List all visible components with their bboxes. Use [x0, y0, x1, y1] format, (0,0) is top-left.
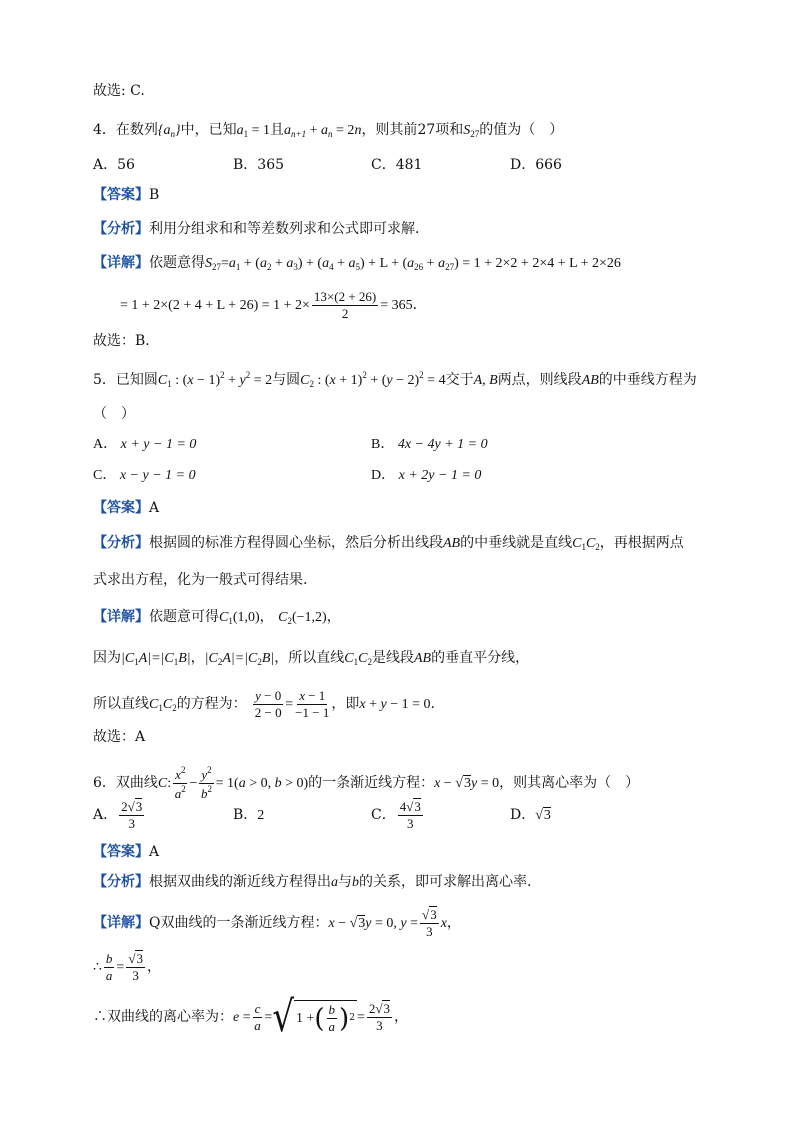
q5-so: 所以直线$C_1C_2$的方程为： $\frac{y - 0}{2 - 0}$ = $\frac{x - 1}{-1 - 1}$ ，即x + y − 1 = 0.: [93, 688, 435, 720]
q6-option-a-value: $\frac{2√3}{3}$: [121, 799, 143, 831]
q6-ecc-ca: $\frac{c}{a}$: [254, 1000, 261, 1033]
q4-detail-calc: = 1 + 2×(2 + 4 + L + 26) = 1 + 2× $\frac{13\times(2 + 26)}{2}$ = 365．: [120, 289, 427, 321]
q6-detail: 【详解】Q双曲线的一条渐近线方程：x − √3y = 0, y = $\frac{√3}{3}$ x，: [93, 907, 461, 939]
q3-conclusion: 故选: C.: [93, 83, 145, 99]
q5-conclusion: 故选：A: [93, 729, 146, 745]
q5-option-b: B． 4x − 4y + 1 = 0: [371, 437, 488, 452]
q5-stem-paren: （ ）: [93, 406, 135, 422]
q5-option-d: D． x + 2y − 1 = 0: [371, 468, 482, 483]
q4-answer: 【答案】B: [93, 187, 160, 203]
q6-slope-fraction: $\frac{√3}{3}$: [422, 907, 437, 939]
q6-option-b: B．2: [233, 807, 265, 823]
q4-conclusion: 故选：B．: [93, 333, 160, 349]
q6-answer: 【答案】A: [93, 844, 160, 860]
q5-analysis-line2: 式求出方程，化为一般式可得结果.: [93, 572, 308, 588]
q5-because: 因为$|C_1A|=|C_1B|$，$|C_2A|=|C_2B|$，所以直线$C_1C_2$是线段AB的垂直平分线，: [93, 650, 530, 667]
q5-stem: 5．已知圆$C_1$ : $(x - 1)^2 + y^2 = 2$与圆$C_2$ : $(x + 1)^2 + (y - 2)^2 = 4$交于A, B两点，则线段AB的中垂线方程为: [93, 370, 697, 389]
q6-ratio-left: $\frac{b}{a}$: [105, 951, 113, 983]
q4-option-a: A．56: [93, 157, 135, 173]
q4-option-b: B．365: [233, 157, 285, 173]
q5-answer: 【答案】A: [93, 500, 160, 516]
q6-frac-y: $\frac{y^2}{b^2}$: [200, 765, 212, 801]
q5-option-c: C． x − y − 1 = 0: [93, 468, 196, 483]
q4-detail: 【详解】依题意得$S_{27}=a_1 + (a_2 + a_3) + (a_4 + a_5) + L + (a_{26} + a_{27}) = 1 + 2\times 2 + 2\times 4 + L + 2\times 26$: [93, 255, 621, 272]
q6-option-d: D．√3: [510, 807, 551, 823]
q5-fraction-left: $\frac{y - 0}{2 - 0}$: [254, 688, 282, 720]
q5-detail: 【详解】依题意可得$C_1(1,0)$， $C_2(-1,2)$，: [93, 609, 341, 626]
q6-ratio-right: $\frac{√3}{3}$: [128, 951, 143, 983]
q6-frac-x: $\frac{x^2}{a^2}$: [174, 765, 186, 801]
q5-fraction-right: $\frac{x - 1}{-1 - 1}$: [295, 688, 330, 720]
q4-analysis: 【分析】利用分组求和和等差数列求和公式即可求解．: [93, 221, 429, 237]
q5-option-a: A． x + y − 1 = 0: [93, 437, 197, 452]
q4-stem: 4．在数列$\{a_n\}$中，已知$a_1 = 1$且$a_{n+1} + a_n = 2n$，则其前27项和$S_{27}$的值为（ ）: [93, 122, 564, 139]
q6-analysis: 【分析】根据双曲线的渐近线方程得出a与b的关系，即可求解出离心率.: [93, 874, 532, 890]
q6-option-c-value: $\frac{4√3}{3}$: [399, 799, 421, 831]
q6-ratio: ∴ $\frac{b}{a}$ = $\frac{√3}{3}$ ，: [93, 951, 161, 983]
q6-option-a: A． $\frac{2√3}{3}$: [93, 799, 143, 831]
q4-option-c: C．481: [371, 157, 423, 173]
q6-stem: 6．双曲线C: $\frac{x^2}{a^2}$ − $\frac{y^2}{b^2}$ = 1(a > 0, b > 0)的一条渐近线方程：x − √3y = 0，则其离心率为（ ）: [93, 765, 640, 801]
q6-ecc-result: $\frac{2√3}{3}$: [368, 1000, 390, 1033]
q6-eccentricity: ∴双曲线的离心率为：e = $\frac{c}{a}$ = √ 1 + ( $\frac{b}{a}$ ) 2 = $\frac{2√3}{3}$ ，: [93, 992, 408, 1042]
q6-ecc-root: √ 1 + ( $\frac{b}{a}$ ) 2: [272, 992, 355, 1042]
q5-analysis: 【分析】根据圆的标准方程得圆心坐标，然后分析出线段AB的中垂线就是直线$C_1C_2$，再根据两点: [93, 535, 684, 552]
q4-fraction: $\frac{13\times(2 + 26)}{2}$: [313, 289, 377, 321]
q4-option-d: D．666: [510, 157, 562, 173]
q6-option-c: C． $\frac{4√3}{3}$: [371, 799, 421, 831]
